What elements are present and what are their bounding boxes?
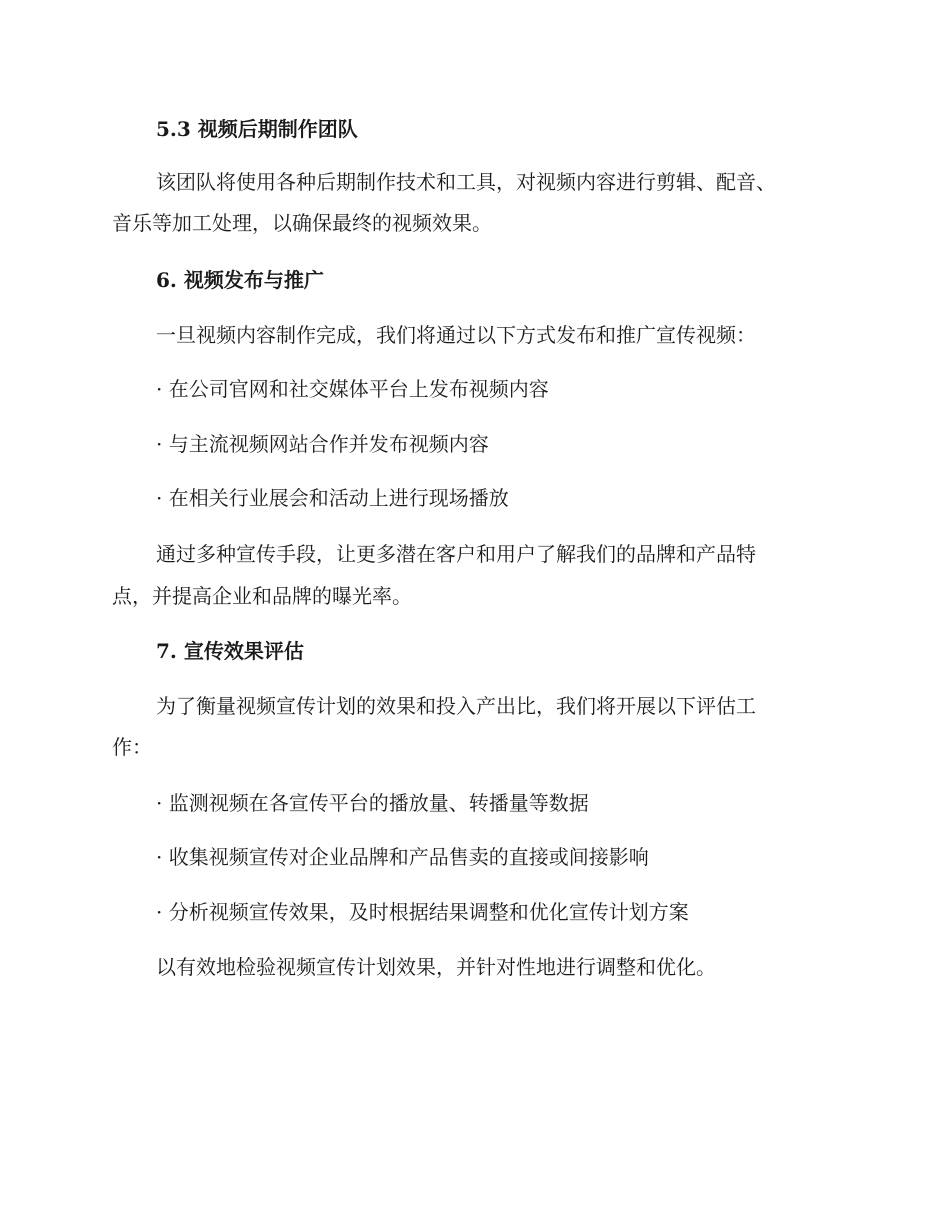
paragraph-line: 为了衡量视频宣传计划的效果和投入产出比，我们将开展以下评估工 [156, 694, 756, 718]
bullet-item: · 分析视频宣传效果，及时根据结果调整和优化宣传计划方案 [156, 900, 689, 924]
paragraph-line: 以有效地检验视频宣传计划效果，并针对性地进行调整和优化。 [156, 955, 716, 979]
paragraph-line: 作： [112, 735, 152, 759]
bullet-item: · 与主流视频网站合作并发布视频内容 [156, 432, 489, 456]
section-heading-6: 6. 视频发布与推广 [156, 268, 324, 292]
section-heading-7: 7. 宣传效果评估 [156, 639, 304, 663]
bullet-item: · 在公司官网和社交媒体平台上发布视频内容 [156, 377, 549, 401]
bullet-item: · 收集视频宣传对企业品牌和产品售卖的直接或间接影响 [156, 845, 649, 869]
paragraph-line: 通过多种宣传手段，让更多潜在客户和用户了解我们的品牌和产品特 [156, 542, 756, 566]
paragraph-line: 音乐等加工处理，以确保最终的视频效果。 [112, 211, 492, 235]
paragraph-line: 一旦视频内容制作完成，我们将通过以下方式发布和推广宣传视频： [156, 323, 756, 347]
paragraph-line: 该团队将使用各种后期制作技术和工具，对视频内容进行剪辑、配音、 [156, 170, 776, 194]
bullet-item: · 监测视频在各宣传平台的播放量、转播量等数据 [156, 791, 589, 815]
paragraph-line: 点，并提高企业和品牌的曝光率。 [112, 584, 412, 608]
bullet-item: · 在相关行业展会和活动上进行现场播放 [156, 486, 509, 510]
section-heading-5-3: 5.3 视频后期制作团队 [156, 117, 358, 141]
